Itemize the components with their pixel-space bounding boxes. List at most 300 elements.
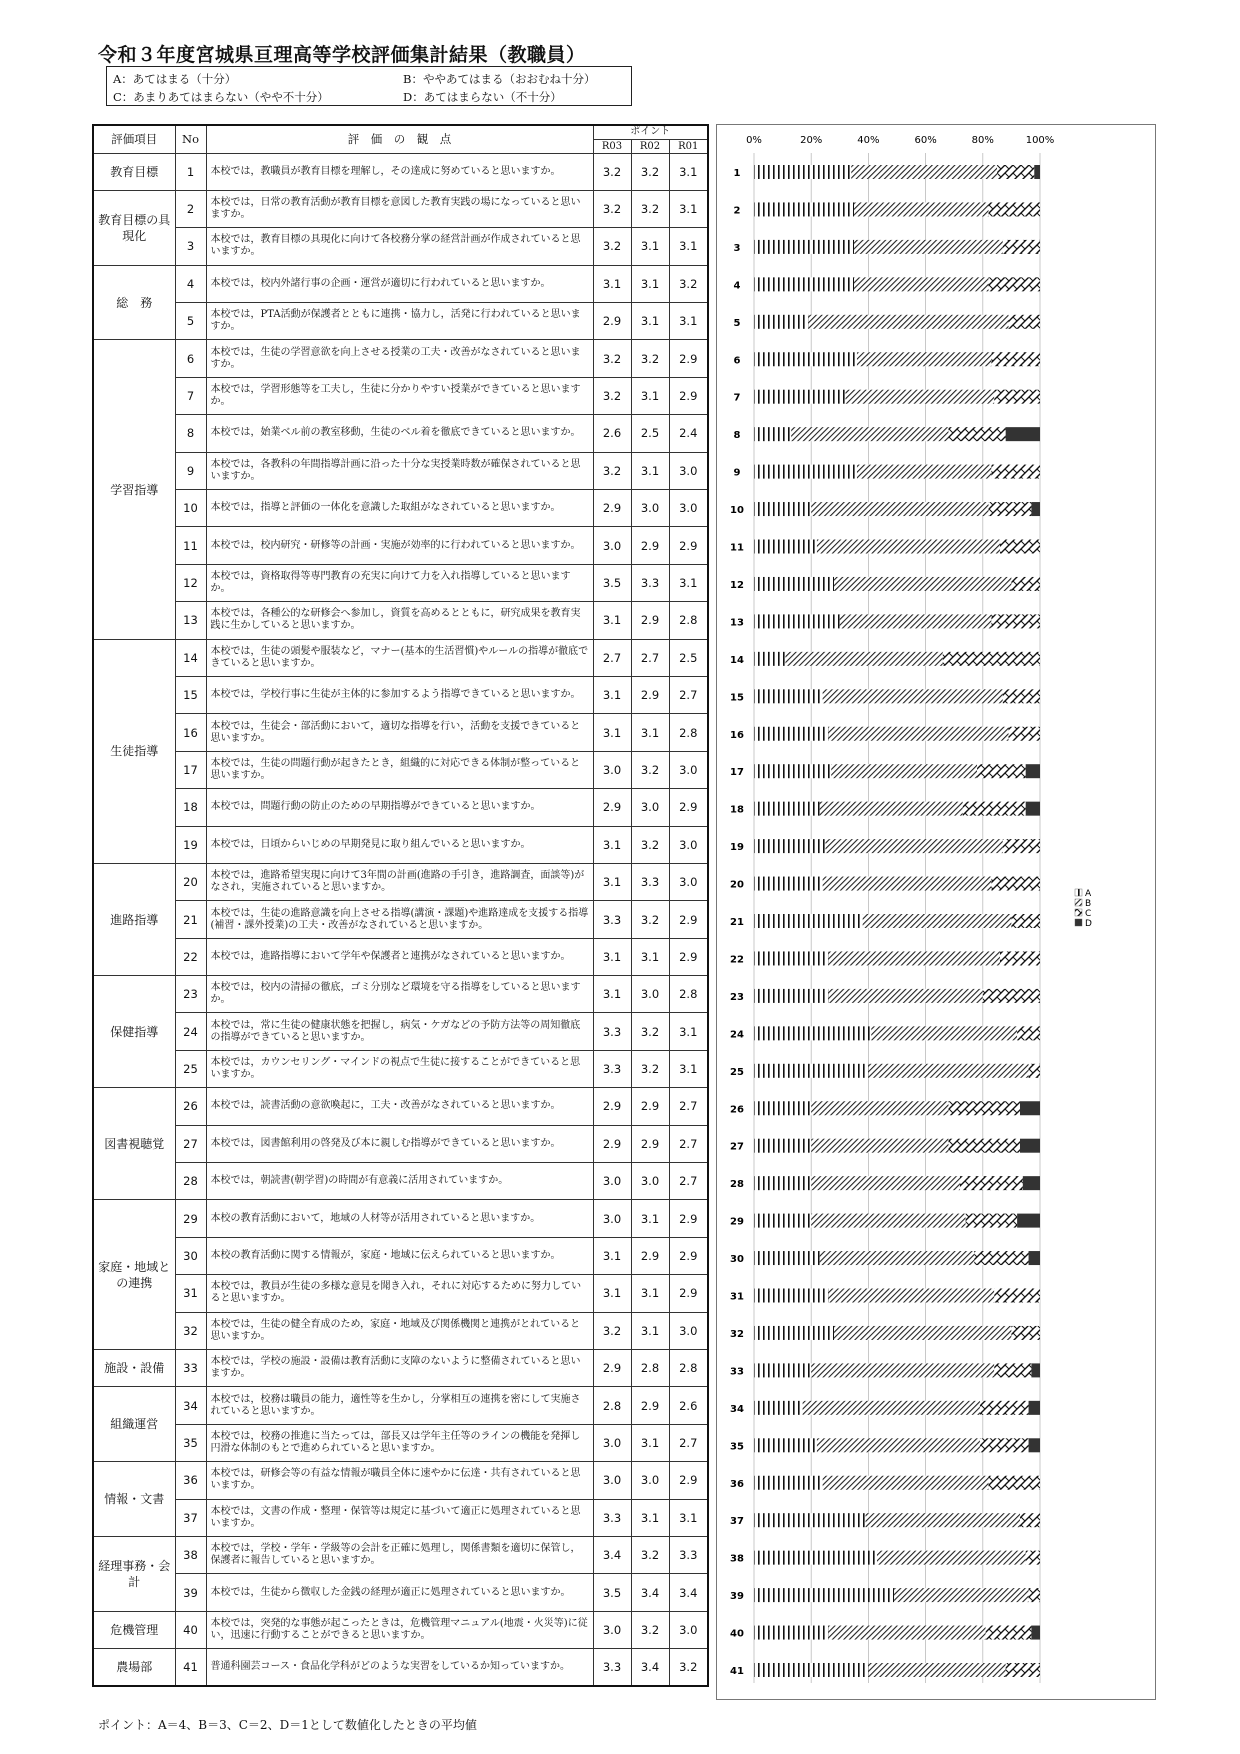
table-row xyxy=(93,1387,708,1424)
bar-segment-c xyxy=(997,165,1034,179)
category-cell: 進路指導 xyxy=(93,863,175,975)
bar-segment-a xyxy=(754,277,854,291)
bar-segment-c xyxy=(1017,1026,1040,1040)
point-r02: 3.0 xyxy=(631,490,669,527)
legend-label-b: B xyxy=(1085,899,1092,909)
category-label: 41 xyxy=(730,1666,744,1677)
viewpoint-text: 本校では，進路希望実現に向けて3年間の計画(進路の手引き，進路調査，面談等)がなされ，実施されていると思いますか。 xyxy=(206,863,593,900)
bar-segment-a xyxy=(754,540,817,554)
viewpoint-text: 普通科園芸コース・食品化学科がどのような実習をしているか知っていますか。 xyxy=(206,1649,593,1686)
bar-segment-b xyxy=(817,540,1000,554)
viewpoint-text: 本校の教育活動に関する情報が，家庭・地域に伝えられていると思いますか。 xyxy=(206,1237,593,1274)
bar-segment-b xyxy=(811,1214,965,1228)
bar-segment-a xyxy=(754,427,791,441)
point-r02: 3.2 xyxy=(631,153,669,190)
point-r02: 3.1 xyxy=(631,228,669,265)
legend-c: C：あまりあてはまらない（やや不十分） xyxy=(113,90,329,104)
bar-segment-a xyxy=(754,202,854,216)
item-number: 17 xyxy=(175,751,206,788)
x-tick-label: 100% xyxy=(1025,135,1055,146)
item-number: 36 xyxy=(175,1462,206,1499)
bar-segment-c xyxy=(1029,1588,1040,1602)
point-r02: 3.1 xyxy=(631,1312,669,1349)
point-r02: 2.9 xyxy=(631,1088,669,1125)
item-number: 30 xyxy=(175,1237,206,1274)
category-label: 13 xyxy=(730,617,744,629)
bar-segment-a xyxy=(754,1438,817,1452)
category-label: 21 xyxy=(730,917,744,928)
header-year-r02: R02 xyxy=(631,139,669,153)
point-r02: 3.1 xyxy=(631,303,669,340)
category-label: 37 xyxy=(730,1516,744,1528)
category-label: 8 xyxy=(733,430,741,442)
category-label: 24 xyxy=(730,1029,744,1041)
point-r03: 3.1 xyxy=(593,714,631,751)
bar-segment-a xyxy=(754,764,831,778)
point-r03: 2.8 xyxy=(593,1387,631,1424)
point-r01: 3.1 xyxy=(669,190,708,227)
category-label: 39 xyxy=(730,1591,744,1603)
category-cell: 組織運営 xyxy=(93,1387,175,1462)
item-number: 41 xyxy=(175,1649,206,1686)
point-r02: 2.9 xyxy=(631,602,669,639)
point-r02: 3.2 xyxy=(631,1536,669,1573)
point-r03: 3.2 xyxy=(593,153,631,190)
table-row xyxy=(93,377,708,414)
header-category: 評価項目 xyxy=(93,125,175,153)
point-r02: 3.1 xyxy=(631,265,669,302)
table-row xyxy=(93,1275,708,1312)
point-r03: 2.9 xyxy=(593,303,631,340)
category-label: 29 xyxy=(730,1216,744,1228)
table-row xyxy=(93,303,708,340)
point-r01: 3.0 xyxy=(669,826,708,863)
table-row xyxy=(93,1312,708,1349)
viewpoint-text: 本校では，校務は職員の能力，適性等を生かし，分掌相互の連携を密にして実施されていると思いますか。 xyxy=(206,1387,593,1424)
table-row xyxy=(93,1200,708,1237)
point-r03: 3.1 xyxy=(593,676,631,713)
table-row xyxy=(93,1574,708,1611)
category-cell: 情報・文書 xyxy=(93,1462,175,1537)
viewpoint-text: 本校では，図書館利用の啓発及び本に親しむ指導ができていると思いますか。 xyxy=(206,1125,593,1162)
point-r02: 3.2 xyxy=(631,751,669,788)
item-number: 33 xyxy=(175,1350,206,1387)
bar-segment-c xyxy=(1029,1064,1040,1078)
page-title: 令和３年度宮城県亘理高等学校評価集計結果（教職員） xyxy=(98,44,586,66)
table-row xyxy=(93,527,708,564)
bar-segment-b xyxy=(803,1401,980,1415)
point-r03: 3.0 xyxy=(593,1462,631,1499)
bar-segment-b xyxy=(857,352,991,366)
legend-swatch-d xyxy=(1075,919,1082,926)
header-no: No xyxy=(175,125,206,153)
category-label: 2 xyxy=(733,205,741,217)
viewpoint-text: 本校では，文書の作成・整理・保管等は規定に基づいて適正に処理されていると思いますか。 xyxy=(206,1499,593,1536)
point-r01: 2.6 xyxy=(669,1387,708,1424)
point-r03: 3.5 xyxy=(593,1574,631,1611)
bar-segment-a xyxy=(754,1026,871,1040)
bar-segment-c xyxy=(980,1438,1029,1452)
category-label: 12 xyxy=(730,579,744,591)
viewpoint-text: 本校では，研修会等の有益な情報が職員全体に速やかに伝達・共有されていると思いますか。 xyxy=(206,1462,593,1499)
point-r01: 3.0 xyxy=(669,1312,708,1349)
category-label: 34 xyxy=(730,1403,744,1415)
point-r01: 2.4 xyxy=(669,415,708,452)
point-r03: 3.1 xyxy=(593,1237,631,1274)
bar-segment-a xyxy=(754,390,846,404)
bar-segment-a xyxy=(754,240,854,254)
item-number: 4 xyxy=(175,265,206,302)
bar-segment-c xyxy=(994,1363,1031,1377)
point-r03: 3.2 xyxy=(593,452,631,489)
point-r01: 2.7 xyxy=(669,1125,708,1162)
category-label: 26 xyxy=(730,1104,744,1116)
point-r03: 3.2 xyxy=(593,190,631,227)
bar-segment-c xyxy=(974,1251,1028,1265)
bar-segment-c xyxy=(989,277,1040,291)
viewpoint-text: 本校では，各種公的な研修会へ参加し，資質を高めるとともに，研究成果を教育実践に生かしていると思いますか。 xyxy=(206,602,593,639)
point-r02: 3.2 xyxy=(631,1050,669,1087)
table-row xyxy=(93,490,708,527)
point-r01: 3.1 xyxy=(669,1050,708,1087)
bar-segment-d xyxy=(1029,1401,1040,1415)
point-r02: 3.2 xyxy=(631,1611,669,1648)
point-r03: 3.1 xyxy=(593,976,631,1013)
bar-segment-c xyxy=(960,1176,1023,1190)
point-r01: 2.9 xyxy=(669,1237,708,1274)
viewpoint-text: 本校では，PTA活動が保護者とともに連携・協力し，活発に行われていると思いますか。 xyxy=(206,303,593,340)
header-year-r03: R03 xyxy=(593,139,631,153)
bar-segment-d xyxy=(1026,802,1040,816)
viewpoint-text: 本校では，教職員が教育目標を理解し，その達成に努めていると思いますか。 xyxy=(206,153,593,190)
header-year-r01: R01 xyxy=(669,139,708,153)
legend-swatch-a xyxy=(1075,889,1082,896)
bar-segment-c xyxy=(1003,689,1040,703)
bar-segment-a xyxy=(754,1588,894,1602)
viewpoint-text: 本校では，教員が生徒の多様な意見を聞き入れ，それに対応するために努力していると思いますか。 xyxy=(206,1275,593,1312)
viewpoint-text: 本校では，問題行動の防止のための早期指導ができていると思いますか。 xyxy=(206,789,593,826)
table-row xyxy=(93,1536,708,1573)
point-r03: 3.4 xyxy=(593,1536,631,1573)
legend-label-d: D xyxy=(1085,919,1092,929)
bar-segment-c xyxy=(963,802,1026,816)
bar-segment-b xyxy=(863,914,1012,928)
point-r01: 2.9 xyxy=(669,377,708,414)
category-label: 9 xyxy=(733,467,741,479)
item-number: 2 xyxy=(175,190,206,227)
viewpoint-text: 本校では，生徒の進路意識を向上させる指導(講演・課題)や進路達成を支援する指導(補習・課外授業)の工夫・改善がなされていると思いますか。 xyxy=(206,901,593,938)
item-number: 16 xyxy=(175,714,206,751)
point-r01: 2.9 xyxy=(669,938,708,975)
bar-segment-c xyxy=(1026,1551,1040,1565)
bar-segment-c xyxy=(943,652,1040,666)
point-r01: 2.8 xyxy=(669,976,708,1013)
table-row xyxy=(93,1163,708,1200)
bar-segment-c xyxy=(1009,727,1040,741)
category-label: 28 xyxy=(730,1179,744,1191)
bar-segment-a xyxy=(754,839,826,853)
bar-segment-a xyxy=(754,1363,811,1377)
bar-segment-b xyxy=(868,1064,1028,1078)
table-row xyxy=(93,826,708,863)
table-row xyxy=(93,676,708,713)
point-r01: 3.1 xyxy=(669,228,708,265)
point-r02: 3.1 xyxy=(631,1275,669,1312)
viewpoint-text: 本校では，生徒の問題行動が起きたとき，組織的に対応できる体制が整っていると思いますか。 xyxy=(206,751,593,788)
point-r03: 3.0 xyxy=(593,1424,631,1461)
point-r01: 2.9 xyxy=(669,789,708,826)
bar-segment-b xyxy=(851,165,997,179)
table-row xyxy=(93,415,708,452)
bar-segment-a xyxy=(754,1663,868,1677)
bar-segment-a xyxy=(754,951,828,965)
point-r03: 2.9 xyxy=(593,1125,631,1162)
table-row xyxy=(93,863,708,900)
bar-segment-a xyxy=(754,989,828,1003)
bar-segment-c xyxy=(948,427,1005,441)
bar-segment-b xyxy=(811,502,988,516)
bar-segment-a xyxy=(754,727,828,741)
bar-segment-a xyxy=(754,352,857,366)
category-label: 30 xyxy=(730,1254,744,1266)
bar-segment-c xyxy=(991,465,1040,479)
point-r01: 2.5 xyxy=(669,639,708,676)
bar-segment-a xyxy=(754,1513,866,1527)
item-number: 38 xyxy=(175,1536,206,1573)
point-r02: 2.7 xyxy=(631,639,669,676)
point-r01: 2.9 xyxy=(669,527,708,564)
category-cell: 保健指導 xyxy=(93,976,175,1088)
point-r01: 3.2 xyxy=(669,265,708,302)
bar-segment-a xyxy=(754,465,857,479)
table-row xyxy=(93,1499,708,1536)
header-viewpoint: 評 価 の 観 点 xyxy=(206,125,593,153)
point-r03: 3.1 xyxy=(593,265,631,302)
viewpoint-text: 本校では，教育目標の具現化に向けて各校務分掌の経営計画が作成されていると思いますか。 xyxy=(206,228,593,265)
item-number: 3 xyxy=(175,228,206,265)
point-r03: 2.6 xyxy=(593,415,631,452)
category-label: 15 xyxy=(730,692,744,704)
viewpoint-text: 本校では，学校行事に生徒が主体的に参加するよう指導できていると思いますか。 xyxy=(206,676,593,713)
point-r03: 3.2 xyxy=(593,1312,631,1349)
table-row xyxy=(93,1050,708,1087)
bar-segment-b xyxy=(840,614,992,628)
bar-segment-b xyxy=(877,1551,1026,1565)
bar-segment-b xyxy=(857,465,991,479)
item-number: 13 xyxy=(175,602,206,639)
point-r01: 2.7 xyxy=(669,1088,708,1125)
header-points: ポイント xyxy=(593,125,708,139)
viewpoint-text: 本校では，生徒から徴収した金銭の経理が適正に処理されていると思いますか。 xyxy=(206,1574,593,1611)
bar-segment-b xyxy=(846,390,995,404)
category-cell: 図書視聴覚 xyxy=(93,1088,175,1200)
item-number: 22 xyxy=(175,938,206,975)
point-r02: 3.4 xyxy=(631,1649,669,1686)
point-r01: 2.8 xyxy=(669,602,708,639)
point-r01: 2.7 xyxy=(669,1163,708,1200)
legend-label-c: C xyxy=(1085,909,1092,919)
viewpoint-text: 本校では，学習形態等を工夫し，生徒に分かりやすい授業ができていると思いますか。 xyxy=(206,377,593,414)
table-row xyxy=(93,1611,708,1648)
table-row xyxy=(93,1649,708,1686)
point-r03: 3.3 xyxy=(593,1649,631,1686)
point-r02: 3.1 xyxy=(631,1200,669,1237)
bar-segment-c xyxy=(994,1289,1040,1303)
x-tick-label: 40% xyxy=(857,135,880,146)
bar-segment-c xyxy=(1003,240,1040,254)
point-r02: 2.8 xyxy=(631,1350,669,1387)
bar-segment-b xyxy=(831,764,977,778)
point-r02: 2.9 xyxy=(631,676,669,713)
bar-segment-c xyxy=(994,390,1040,404)
point-r03: 3.0 xyxy=(593,751,631,788)
response-distribution-chart xyxy=(716,124,1156,1700)
bar-segment-d xyxy=(1029,1251,1040,1265)
category-label: 36 xyxy=(730,1478,744,1490)
table-row xyxy=(93,1237,708,1274)
table-row xyxy=(93,714,708,751)
bar-segment-c xyxy=(1009,315,1040,329)
point-r03: 2.9 xyxy=(593,789,631,826)
bar-segment-d xyxy=(1006,427,1040,441)
point-r01: 3.0 xyxy=(669,452,708,489)
category-label: 18 xyxy=(730,804,744,816)
bar-segment-b xyxy=(828,951,1000,965)
bar-segment-a xyxy=(754,877,823,891)
bar-segment-b xyxy=(820,802,963,816)
viewpoint-text: 本校では，突発的な事態が起こったときは，危機管理マニュアル(地震・火災等)に従い，迅速に行動することができると思いますか。 xyxy=(206,1611,593,1648)
bar-segment-a xyxy=(754,1476,823,1490)
bar-segment-a xyxy=(754,502,811,516)
item-number: 34 xyxy=(175,1387,206,1424)
point-r03: 3.1 xyxy=(593,863,631,900)
bar-segment-b xyxy=(894,1588,1028,1602)
table-row xyxy=(93,789,708,826)
item-number: 37 xyxy=(175,1499,206,1536)
point-r02: 3.3 xyxy=(631,564,669,601)
bar-segment-c xyxy=(989,1476,1040,1490)
point-r02: 3.2 xyxy=(631,1013,669,1050)
item-number: 21 xyxy=(175,901,206,938)
bar-segment-c xyxy=(991,877,1040,891)
bar-segment-c xyxy=(980,1401,1029,1415)
bar-segment-a xyxy=(754,1214,811,1228)
bar-segment-a xyxy=(754,652,785,666)
viewpoint-text: 本校では，校内研究・研修等の計画・実施が効率的に行われていると思いますか。 xyxy=(206,527,593,564)
bar-segment-a xyxy=(754,1176,811,1190)
point-r01: 3.3 xyxy=(669,1536,708,1573)
point-r01: 3.1 xyxy=(669,1499,708,1536)
table-row xyxy=(93,190,708,227)
bar-segment-d xyxy=(1020,1101,1040,1115)
point-r02: 3.3 xyxy=(631,863,669,900)
bar-segment-b xyxy=(854,202,988,216)
viewpoint-text: 本校の教育活動において，地域の人材等が活用されていると思いますか。 xyxy=(206,1200,593,1237)
category-label: 11 xyxy=(730,542,744,554)
category-label: 17 xyxy=(730,767,744,779)
bar-segment-a xyxy=(754,1401,803,1415)
table-row xyxy=(93,265,708,302)
category-label: 20 xyxy=(730,879,744,891)
bar-segment-a xyxy=(754,1626,828,1640)
table-row xyxy=(93,751,708,788)
viewpoint-text: 本校では，朝読書(朝学習)の時間が有意義に活用されていますか。 xyxy=(206,1163,593,1200)
bar-segment-b xyxy=(854,240,1003,254)
category-label: 3 xyxy=(733,242,741,254)
point-r03: 2.7 xyxy=(593,639,631,676)
category-label: 6 xyxy=(733,355,741,367)
viewpoint-text: 本校では，日頃からいじめの早期発見に取り組んでいると思いますか。 xyxy=(206,826,593,863)
point-r02: 3.1 xyxy=(631,1499,669,1536)
point-r01: 3.2 xyxy=(669,1649,708,1686)
bar-segment-b xyxy=(785,652,942,666)
bar-segment-c xyxy=(1006,1663,1040,1677)
table-row xyxy=(93,639,708,676)
table-row xyxy=(93,564,708,601)
table-row xyxy=(93,340,708,377)
category-label: 1 xyxy=(733,168,741,179)
bar-segment-b xyxy=(823,689,1003,703)
point-r02: 3.0 xyxy=(631,789,669,826)
bar-segment-b xyxy=(823,877,992,891)
item-number: 11 xyxy=(175,527,206,564)
point-r03: 3.0 xyxy=(593,527,631,564)
bar-segment-a xyxy=(754,802,820,816)
bar-segment-c xyxy=(966,1214,1017,1228)
point-r03: 3.1 xyxy=(593,1275,631,1312)
bar-segment-d xyxy=(1026,764,1040,778)
item-number: 5 xyxy=(175,303,206,340)
point-r03: 2.9 xyxy=(593,1350,631,1387)
point-r03: 3.0 xyxy=(593,1163,631,1200)
bar-segment-b xyxy=(834,577,1011,591)
item-number: 15 xyxy=(175,676,206,713)
category-cell: 教育目標 xyxy=(93,153,175,190)
viewpoint-text: 本校では，校内外諸行事の企画・運営が適切に行われていると思いますか。 xyxy=(206,265,593,302)
item-number: 26 xyxy=(175,1088,206,1125)
point-r01: 2.8 xyxy=(669,1350,708,1387)
item-number: 14 xyxy=(175,639,206,676)
bar-segment-a xyxy=(754,1064,868,1078)
point-r02: 3.0 xyxy=(631,1462,669,1499)
bar-segment-b xyxy=(811,1363,994,1377)
bar-segment-a xyxy=(754,689,823,703)
bar-segment-c xyxy=(1000,540,1040,554)
table-row xyxy=(93,1088,708,1125)
viewpoint-text: 本校では，始業ベル前の教室移動，生徒のベル着を徹底できていると思いますか。 xyxy=(206,415,593,452)
category-label: 16 xyxy=(730,729,744,741)
viewpoint-text: 本校では，各教科の年間指導計画に沿った十分な実授業時数が確保されていると思いますか。 xyxy=(206,452,593,489)
point-r02: 3.2 xyxy=(631,190,669,227)
bar-segment-c xyxy=(1011,577,1040,591)
item-number: 29 xyxy=(175,1200,206,1237)
table-row xyxy=(93,901,708,938)
item-number: 28 xyxy=(175,1163,206,1200)
category-cell: 家庭・地域との連携 xyxy=(93,1200,175,1350)
point-r03: 3.5 xyxy=(593,564,631,601)
category-label: 7 xyxy=(733,392,741,404)
x-tick-label: 80% xyxy=(971,135,994,146)
category-cell: 教育目標の具現化 xyxy=(93,190,175,265)
table-row xyxy=(93,938,708,975)
bar-segment-d xyxy=(1031,1363,1040,1377)
bar-segment-b xyxy=(828,989,982,1003)
item-number: 10 xyxy=(175,490,206,527)
point-r03: 3.3 xyxy=(593,1050,631,1087)
bar-segment-b xyxy=(791,427,948,441)
point-r02: 2.9 xyxy=(631,1125,669,1162)
point-r03: 3.1 xyxy=(593,938,631,975)
